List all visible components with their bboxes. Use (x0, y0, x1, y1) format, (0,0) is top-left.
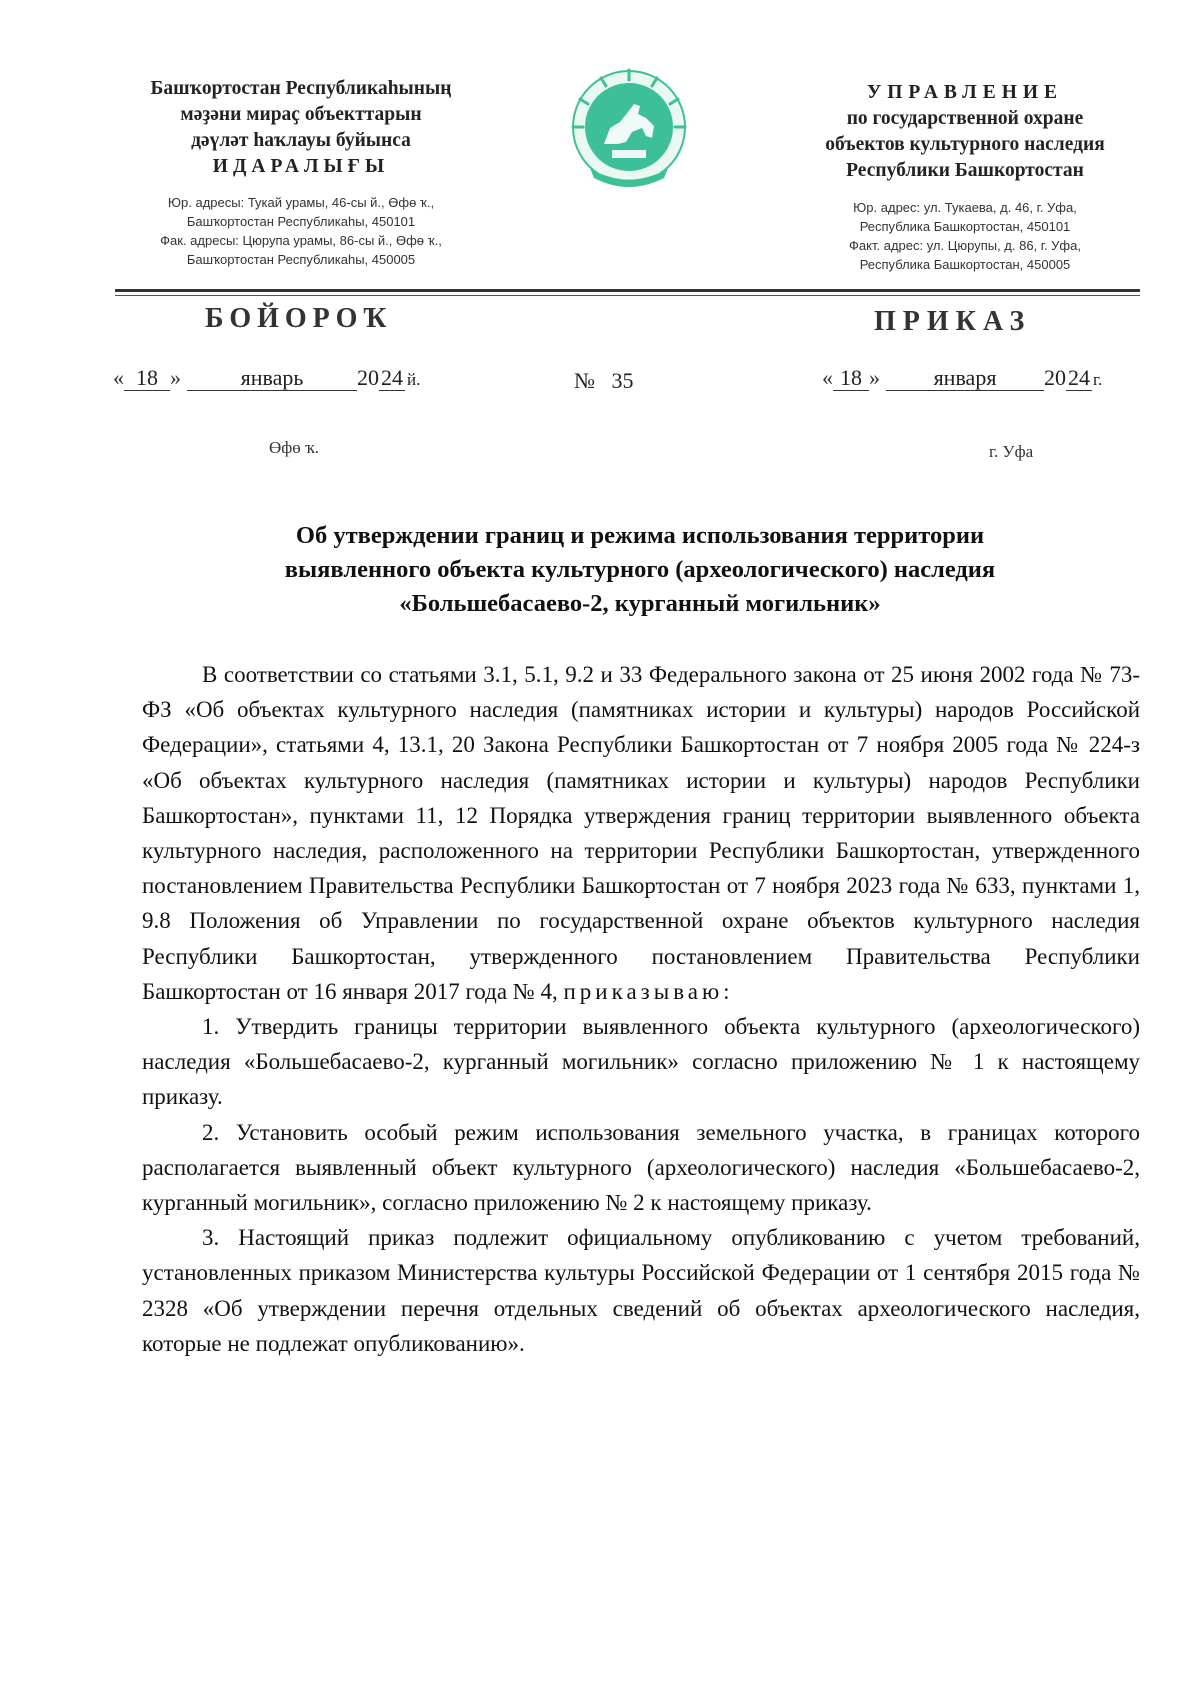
bashkortostan-emblem-icon (568, 66, 690, 192)
order-number-label: № (574, 368, 595, 393)
date-right-month: января (886, 366, 1044, 391)
date-left-close-quote: » (170, 365, 181, 390)
header-left-addr2: Башҡортостан Республикаһы, 450101 (186, 214, 416, 229)
body-intro-text: В соответствии со статьями 3.1, 5.1, 9.2 и 33 Федерального закона от 25 июня 2002 года № 73-ФЗ «Об объектах культурного наследия (памятниках истории и культуры) народов Российской Федерации», статьями 4, 13.1, 20 Закона Республики Башкортостан от 7 ноября 2005 года № 224-з «Об объектах культурного наследия (памятниках истории и культуры) народов Республики Башкортостан», пунктами 11, 12 Порядка утверждения границ территории выявленного объекта культурного наследия, расположенного на территории Республики Башкортостан, утвержденного постановлением Правительства Республики Башкортостан от 7 ноября 2023 года № 633, пунктами 1, 9.8 Положения об Управлении по государственной охране объектов культурного наследия Республики Башкортостан, утвержденного постановлением Правительства Республики Башкортостан от 16 января 2017 года № 4, (142, 662, 1140, 1004)
date-right-year-prefix: 20 (1044, 365, 1066, 390)
document-title (140, 519, 1140, 621)
date-right-day: 18 (833, 366, 869, 391)
header-right-addr1: Юр. адрес: ул. Тукаева, д. 46, г. Уфа, (853, 200, 1077, 215)
header-left-line1: Башҡортостан Республикаһының (150, 78, 452, 99)
body-intro-paragraph (142, 657, 1140, 1009)
date-right-suffix: г. (1093, 370, 1103, 389)
header-left-addr4: Башҡортостан Республикаһы, 450005 (186, 252, 416, 267)
header-right-addr3: Факт. адрес: ул. Цюрупы, д. 86, г. Уфа, (849, 238, 1081, 253)
header-right-address (790, 198, 1140, 274)
date-left-year: 24 (381, 365, 403, 390)
header-divider-thick (115, 289, 1140, 292)
header-left-line3: дәүләт һаҡлауы буйынса (191, 130, 411, 151)
document-body (142, 657, 1140, 1361)
date-left-year-prefix: 20 (357, 365, 379, 390)
header-divider-thin (115, 295, 1140, 296)
order-number (574, 368, 634, 394)
body-item-2: 2. Установить особый режим использования земельного участка, в границах которого располагается выявленный объект культурного (археологического) наследия «Большебасаево-2, курганный могильник», согласно приложению № 2 к настоящему приказу. (142, 1119, 1140, 1216)
header-right-addr4: Республика Башкортостан, 450005 (859, 257, 1071, 272)
header-left-addr3: Фак. адресы: Цюрупа урамы, 86-сы й., Өфө ҡ., (160, 233, 442, 248)
document-title-line1: Об утверждении границ и режима использования территории (295, 522, 985, 549)
header-left-addr1: Юр. адресы: Тукай урамы, 46-сы й., Өфө ҡ., (167, 195, 435, 210)
doc-type-russian: ПРИКАЗ (874, 306, 1032, 337)
header-left-address (115, 193, 487, 269)
date-right-close-quote: » (869, 365, 880, 390)
city-bashkir: Өфө ҡ. (269, 438, 320, 457)
header-right-line4: Республики Башкортостан (846, 160, 1084, 181)
header-left-line4: ИДАРАЛЫҒЫ (212, 156, 390, 177)
header-right-line1: УПРАВЛЕНИЕ (866, 82, 1064, 103)
header-right-russian (790, 80, 1140, 274)
date-left (113, 365, 420, 391)
date-right (822, 365, 1102, 391)
date-left-day: 18 (124, 366, 170, 391)
date-right-open-quote: « (822, 365, 833, 390)
body-item-3: 3. Настоящий приказ подлежит официальному опубликованию с учетом требований, установленных приказом Министерства культуры Российской Федерации от 1 сентября 2015 года № 2328 «Об утверждении перечня отдельных сведений об объектах археологического наследия, которые не подлежат опубликованию». (142, 1225, 1140, 1356)
doc-type-bashkir: БОЙОРОҠ (205, 303, 393, 334)
document-title-line3: «Большебасаево-2, курганный могильник» (399, 590, 881, 617)
header-right-addr2: Республика Башкортостан, 450101 (859, 219, 1071, 234)
city-russian: г. Уфа (989, 442, 1034, 461)
header-left-line2: мәҙәни мираҫ объекттарын (180, 104, 422, 125)
date-left-suffix: й. (407, 370, 421, 389)
header-right-line2: по государственной охране (846, 108, 1084, 129)
header-right-line3: объектов культурного наследия (825, 134, 1105, 155)
date-left-month: январь (187, 366, 357, 391)
order-number-value: 35 (611, 368, 634, 393)
body-item-1: 1. Утвердить границы территории выявленного объекта культурного (археологического) наследия «Большебасаево-2, курганный могильник» согласно приложению № 1 к настоящему приказу. (142, 1014, 1140, 1110)
header-left-bashkir (115, 76, 487, 269)
body-order-word: приказываю: (563, 978, 734, 1004)
date-right-year: 24 (1068, 365, 1090, 390)
document-title-line2: выявленного объекта культурного (археологического) наследия (284, 556, 996, 583)
date-left-open-quote: « (113, 365, 124, 390)
